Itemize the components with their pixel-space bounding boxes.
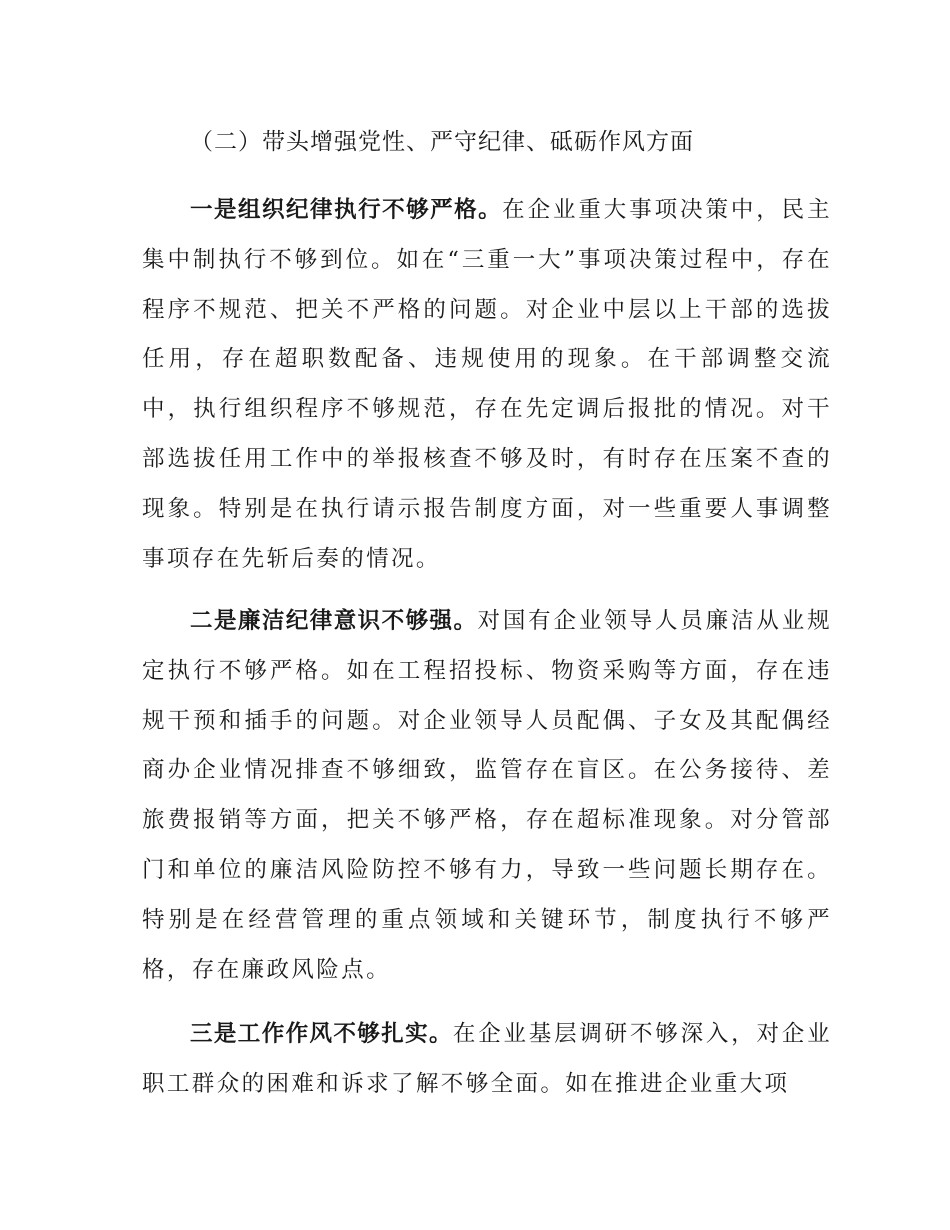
paragraph-body: 对国有企业领导人员廉洁从业规定执行不够严格。如在工程招投标、物资采购等方面，存在违规干预和插手的问题。对企业领导人员配偶、子女及其配偶经商办企业情况排查不够细致，监管存在盲区。在公务接待、差旅费报销等方面，把关不够严格，存在超标准现象。对分管部门和单位的廉洁风险防控不够有力，导致一些问题长期存在。特别是在经营管理的重点领域和关键环节，制度执行不够严格，存在廉政风险点。 bbox=[142, 608, 832, 983]
paragraph-body: 在企业重大事项决策中，民主集中制执行不够到位。如在“三重一大”事项决策过程中，存在程序不规范、把关不严格的问题。对企业中层以上干部的选拔任用，存在超职数配备、违规使用的现象。在干部调整交流中，执行组织程序不够规范，存在先定调后报批的情况。对干部选拔任用工作中的举报核查不够及时，有时存在压案不查的现象。特别是在执行请示报告制度方面，对一些重要人事调整事项存在先斩后奏的情况。 bbox=[142, 197, 832, 572]
paragraph-body: 在企业基层调研不够深入，对企业职工群众的困难和诉求了解不够全面。如在推进企业重大项 bbox=[142, 1021, 832, 1097]
paragraph-lead: 二是廉洁纪律意识不够强。 bbox=[190, 608, 478, 634]
paragraph-work-style bbox=[142, 1010, 832, 1110]
paragraph-lead: 三是工作作风不够扎实。 bbox=[190, 1021, 453, 1047]
paragraph-lead: 一是组织纪律执行不够严格。 bbox=[190, 197, 503, 223]
section-heading: （二）带头增强党性、严守纪律、砥砺作风方面 bbox=[190, 129, 694, 155]
paragraph-organizational-discipline bbox=[142, 186, 832, 584]
paragraph-integrity-discipline bbox=[142, 597, 832, 995]
